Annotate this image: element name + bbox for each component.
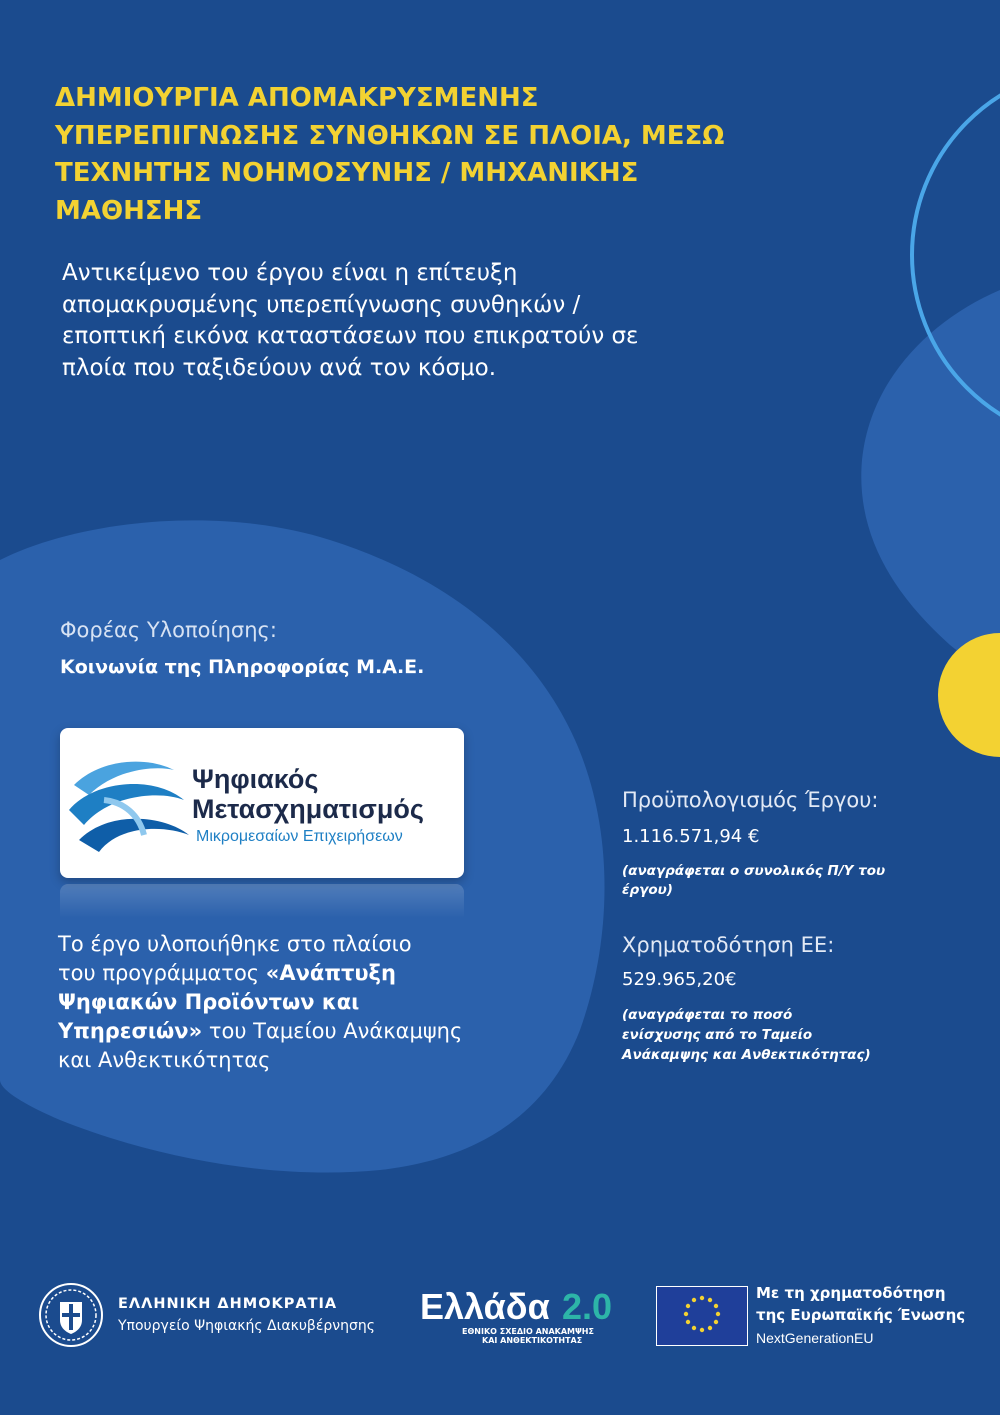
funding-note [622, 1005, 892, 1065]
program-description [58, 930, 498, 1075]
swoosh-logo-icon [64, 740, 194, 865]
program-name-text: Υπηρεσιών» [58, 1019, 203, 1043]
ministry-name: Υπουργείο Ψηφιακής Διακυβέρνησης [118, 1318, 375, 1334]
program-line [58, 988, 498, 1017]
eu-funding-text: Με τη χρηματοδότηση [756, 1284, 946, 1302]
title-line: ΥΠΕΡΕΠΙΓΝΩΣΗΣ ΣΥΝΘΗΚΩΝ ΣΕ ΠΛΟΙΑ, ΜΕΣΩ [55, 120, 725, 151]
eu-funding-text: της Ευρωπαϊκής Ένωσης [756, 1306, 966, 1324]
budget-note [622, 862, 922, 900]
budget-label: Προϋπολογισμός Έργου: [622, 788, 879, 812]
logo-text-line3: Μικρομεσαίων Επιχειρήσεων [196, 828, 403, 845]
budget-note-line: έργου) [622, 882, 673, 898]
implementer-name: Κοινωνία της Πληροφορίας Μ.Α.Ε. [60, 656, 425, 678]
right-blob-shape [861, 290, 1000, 680]
program-line [58, 1017, 498, 1046]
greece20-subtitle: ΕΘΝΙΚΟ ΣΧΕΔΙΟ ΑΝΑΚΑΜΨΗΣ [462, 1327, 594, 1336]
budget-note-line: (αναγράφεται ο συνολικός Π/Υ του [622, 863, 886, 879]
budget-value: 1.116.571,94 € [622, 826, 760, 847]
government-name: ΕΛΛΗΝΙΚΗ ΔΗΜΟΚΡΑΤΙΑ [118, 1296, 338, 1312]
greece20-subtitle: ΚΑΙ ΑΝΘΕΚΤΙΚΟΤΗΤΑΣ [482, 1336, 583, 1345]
logo-text-line1: Ψηφιακός [192, 764, 319, 794]
title-line: ΤΕΧΝΗΤΗΣ ΝΟΗΜΟΣΥΝΗΣ / ΜΗΧΑΝΙΚΗΣ [55, 158, 639, 188]
project-objective [62, 258, 722, 384]
funding-note-line: (αναγράφεται το ποσό [622, 1007, 793, 1023]
program-logo [60, 728, 464, 878]
objective-line: απομακρυσμένης υπερεπίγνωσης συνθηκών / [62, 291, 581, 318]
funding-label: Χρηματοδότηση ΕΕ: [622, 933, 835, 957]
footer-logos [0, 1270, 1000, 1370]
project-title [55, 80, 755, 230]
program-text: του προγράμματος [58, 961, 266, 985]
implementer-label: Φορέας Υλοποίησης: [60, 618, 277, 642]
funding-note-line: ενίσχυσης από το Ταμείο [622, 1027, 813, 1043]
objective-line: Αντικείμενο του έργου είναι η επίτευξη [62, 260, 518, 286]
greece20-logo-word: Ελλάδα [420, 1286, 550, 1327]
next-generation-eu-text: NextGenerationEU [756, 1330, 874, 1346]
objective-line: εποπτική εικόνα καταστάσεων που επικρατούν σε [62, 323, 639, 349]
title-line: ΔΗΜΙΟΥΡΓΙΑ ΑΠΟΜΑΚΡΥΣΜΕΝΗΣ [55, 83, 539, 113]
program-line [58, 959, 498, 988]
eu-stars [657, 1287, 747, 1345]
objective-line: πλοία που ταξιδεύουν ανά τον κόσμο. [62, 354, 497, 381]
logo-reflection [60, 884, 464, 918]
greek-emblem-icon [36, 1280, 106, 1350]
title-line: ΜΑΘΗΣΗΣ [55, 195, 203, 226]
yellow-circle-shape [938, 633, 1000, 757]
program-text: του Ταμείου Ανάκαμψης [202, 1019, 463, 1043]
logo-text-line2: Μετασχηματισμός [192, 794, 424, 824]
greece20-logo-number: 2.0 [562, 1286, 613, 1327]
program-name-text: «Ανάπτυξη [265, 961, 396, 985]
eu-flag-icon [656, 1286, 748, 1346]
funding-value: 529.965,20€ [622, 969, 737, 990]
funding-note-line: Ανάκαμψης και Ανθεκτικότητας) [622, 1047, 871, 1063]
program-line: και Ανθεκτικότητας [58, 1048, 271, 1072]
program-line: Το έργο υλοποιήθηκε στο πλαίσιο [58, 932, 412, 956]
program-name-text: Ψηφιακών Προϊόντων και [58, 990, 360, 1014]
